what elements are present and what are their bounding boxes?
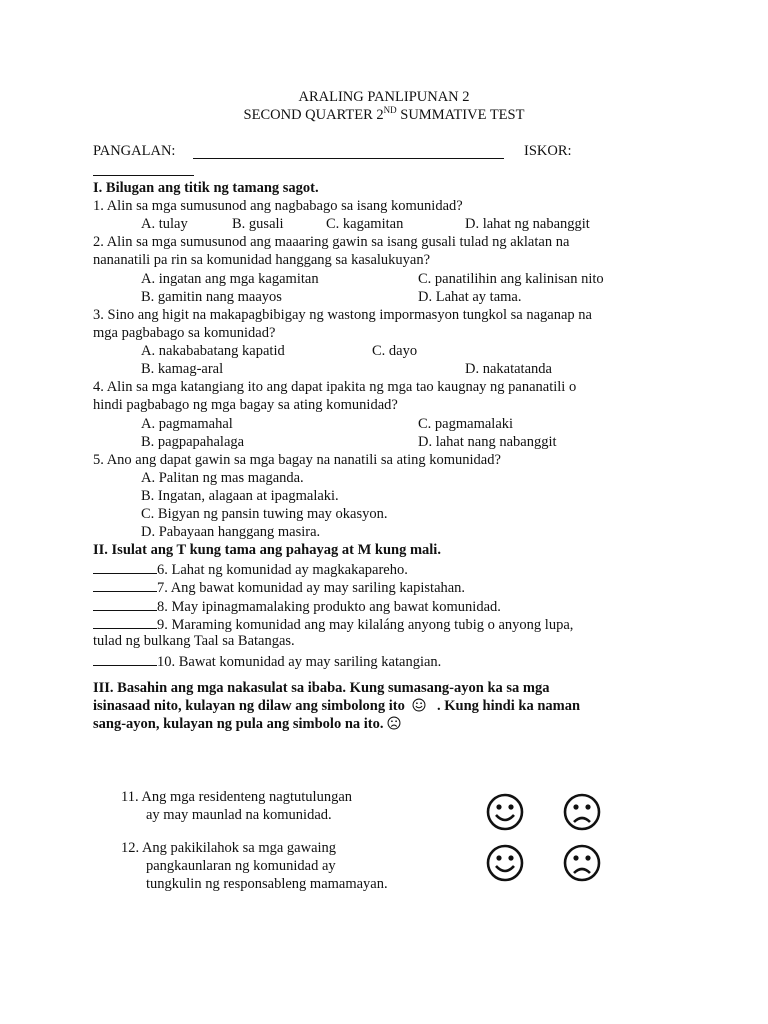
q1-option-c[interactable]: C. kagamitan <box>326 216 404 232</box>
item-9: 9. Maraming komunidad ang may kilaláng anyong tubig o anyong lupa, <box>93 614 573 634</box>
smiley-face-icon[interactable] <box>485 792 525 832</box>
item-11-cont: ay may maunlad na komunidad. <box>146 807 332 823</box>
score-label: ISKOR: <box>524 143 572 159</box>
item-11: 11. Ang mga residenteng nagtutulungan <box>121 789 353 805</box>
score-field[interactable] <box>93 161 194 181</box>
question-2-cont: nananatili pa rin sa komunidad hanggang sa kasalukuyan? <box>93 252 431 268</box>
q2-option-d[interactable]: D. Lahat ay tama. <box>418 289 522 305</box>
q3-option-d[interactable]: D. nakatatanda <box>465 361 552 377</box>
answer-blank-7[interactable] <box>93 577 157 592</box>
smiley-face-icon <box>412 698 426 712</box>
frowning-face-icon[interactable] <box>562 792 602 832</box>
q4-option-a[interactable]: A. pagmamahal <box>141 416 233 432</box>
item-12-cont2: tungkulin ng responsableng mamamayan. <box>146 876 388 892</box>
answer-blank-6[interactable] <box>93 559 157 574</box>
q4-option-d[interactable]: D. lahat nang nabanggit <box>418 434 557 450</box>
q1-option-a[interactable]: A. tulay <box>141 216 188 232</box>
name-field[interactable] <box>193 144 504 164</box>
item-12-cont: pangkaunlaran ng komunidad ay <box>146 858 336 874</box>
item-12: 12. Ang pakikilahok sa mga gawaing <box>121 840 337 856</box>
question-3-cont: mga pagbabago sa komunidad? <box>93 325 276 341</box>
item-8: 8. May ipinagmamalaking produkto ang bawat komunidad. <box>93 596 501 616</box>
item-9-cont: tulad ng bulkang Taal sa Batangas. <box>93 633 295 649</box>
frowning-face-icon[interactable] <box>562 843 602 883</box>
part1-heading: I. Bilugan ang titik ng tamang sagot. <box>93 180 319 196</box>
question-2: 2. Alin sa mga sumusunod ang maaaring gawin sa isang gusali tulad ng aklatan na <box>93 234 570 250</box>
part3-heading-line2: isinasaad nito, kulayan ng dilaw ang simbolong ito . Kung hindi ka naman <box>93 698 581 714</box>
q3-option-a[interactable]: A. nakababatang kapatid <box>141 343 285 359</box>
q1-option-d[interactable]: D. lahat ng nabanggit <box>465 216 590 232</box>
part3-heading: III. Basahin ang mga nakasulat sa ibaba. Kung sumasang-ayon ka sa mga <box>93 680 550 696</box>
item-7: 7. Ang bawat komunidad ay may sariling kapistahan. <box>93 577 465 597</box>
page-subtitle: SECOND QUARTER 2ND SUMMATIVE TEST <box>243 105 525 123</box>
q5-option-c[interactable]: C. Bigyan ng pansin tuwing may okasyon. <box>141 506 388 522</box>
q4-option-b[interactable]: B. pagpapahalaga <box>141 434 245 450</box>
q2-option-a[interactable]: A. ingatan ang mga kagamitan <box>141 271 319 287</box>
part2-heading: II. Isulat ang T kung tama ang pahayag at M kung mali. <box>93 542 441 558</box>
smiley-face-icon[interactable] <box>485 843 525 883</box>
question-3: 3. Sino ang higit na makapagbibigay ng wastong impormasyon tungkol sa naganap na <box>93 307 592 323</box>
question-5: 5. Ano ang dapat gawin sa mga bagay na nanatili sa ating komunidad? <box>93 452 501 468</box>
q3-option-b[interactable]: B. kamag-aral <box>141 361 224 377</box>
name-label: PANGALAN: <box>93 143 176 159</box>
q1-option-b[interactable]: B. gusali <box>232 216 284 232</box>
q2-option-b[interactable]: B. gamitin nang maayos <box>141 289 282 305</box>
q2-option-c[interactable]: C. panatilihin ang kalinisan nito <box>418 271 604 287</box>
q5-option-b[interactable]: B. Ingatan, alagaan at ipagmalaki. <box>141 488 339 504</box>
question-4: 4. Alin sa mga katangiang ito ang dapat ipakita ng mga tao kaugnay ng pananatili o <box>93 379 577 395</box>
part3-heading-line3: sang-ayon, kulayan ng pula ang simbolo na ito. <box>93 715 401 733</box>
answer-blank-10[interactable] <box>93 651 157 666</box>
frowning-face-icon <box>387 716 401 730</box>
q5-option-a[interactable]: A. Palitan ng mas maganda. <box>141 470 304 486</box>
question-1: 1. Alin sa mga sumusunod ang nagbabago sa isang komunidad? <box>93 198 463 214</box>
page-title: ARALING PANLIPUNAN 2 <box>298 89 470 105</box>
question-4-cont: hindi pagbabago ng mga bagay sa ating komunidad? <box>93 397 398 413</box>
answer-blank-8[interactable] <box>93 596 157 611</box>
answer-blank-9[interactable] <box>93 614 157 629</box>
q4-option-c[interactable]: C. pagmamalaki <box>418 416 514 432</box>
q3-option-c[interactable]: C. dayo <box>372 343 418 359</box>
item-10: 10. Bawat komunidad ay may sariling katangian. <box>93 651 441 671</box>
item-6: 6. Lahat ng komunidad ay magkakapareho. <box>93 559 408 579</box>
q5-option-d[interactable]: D. Pabayaan hanggang masira. <box>141 524 321 540</box>
